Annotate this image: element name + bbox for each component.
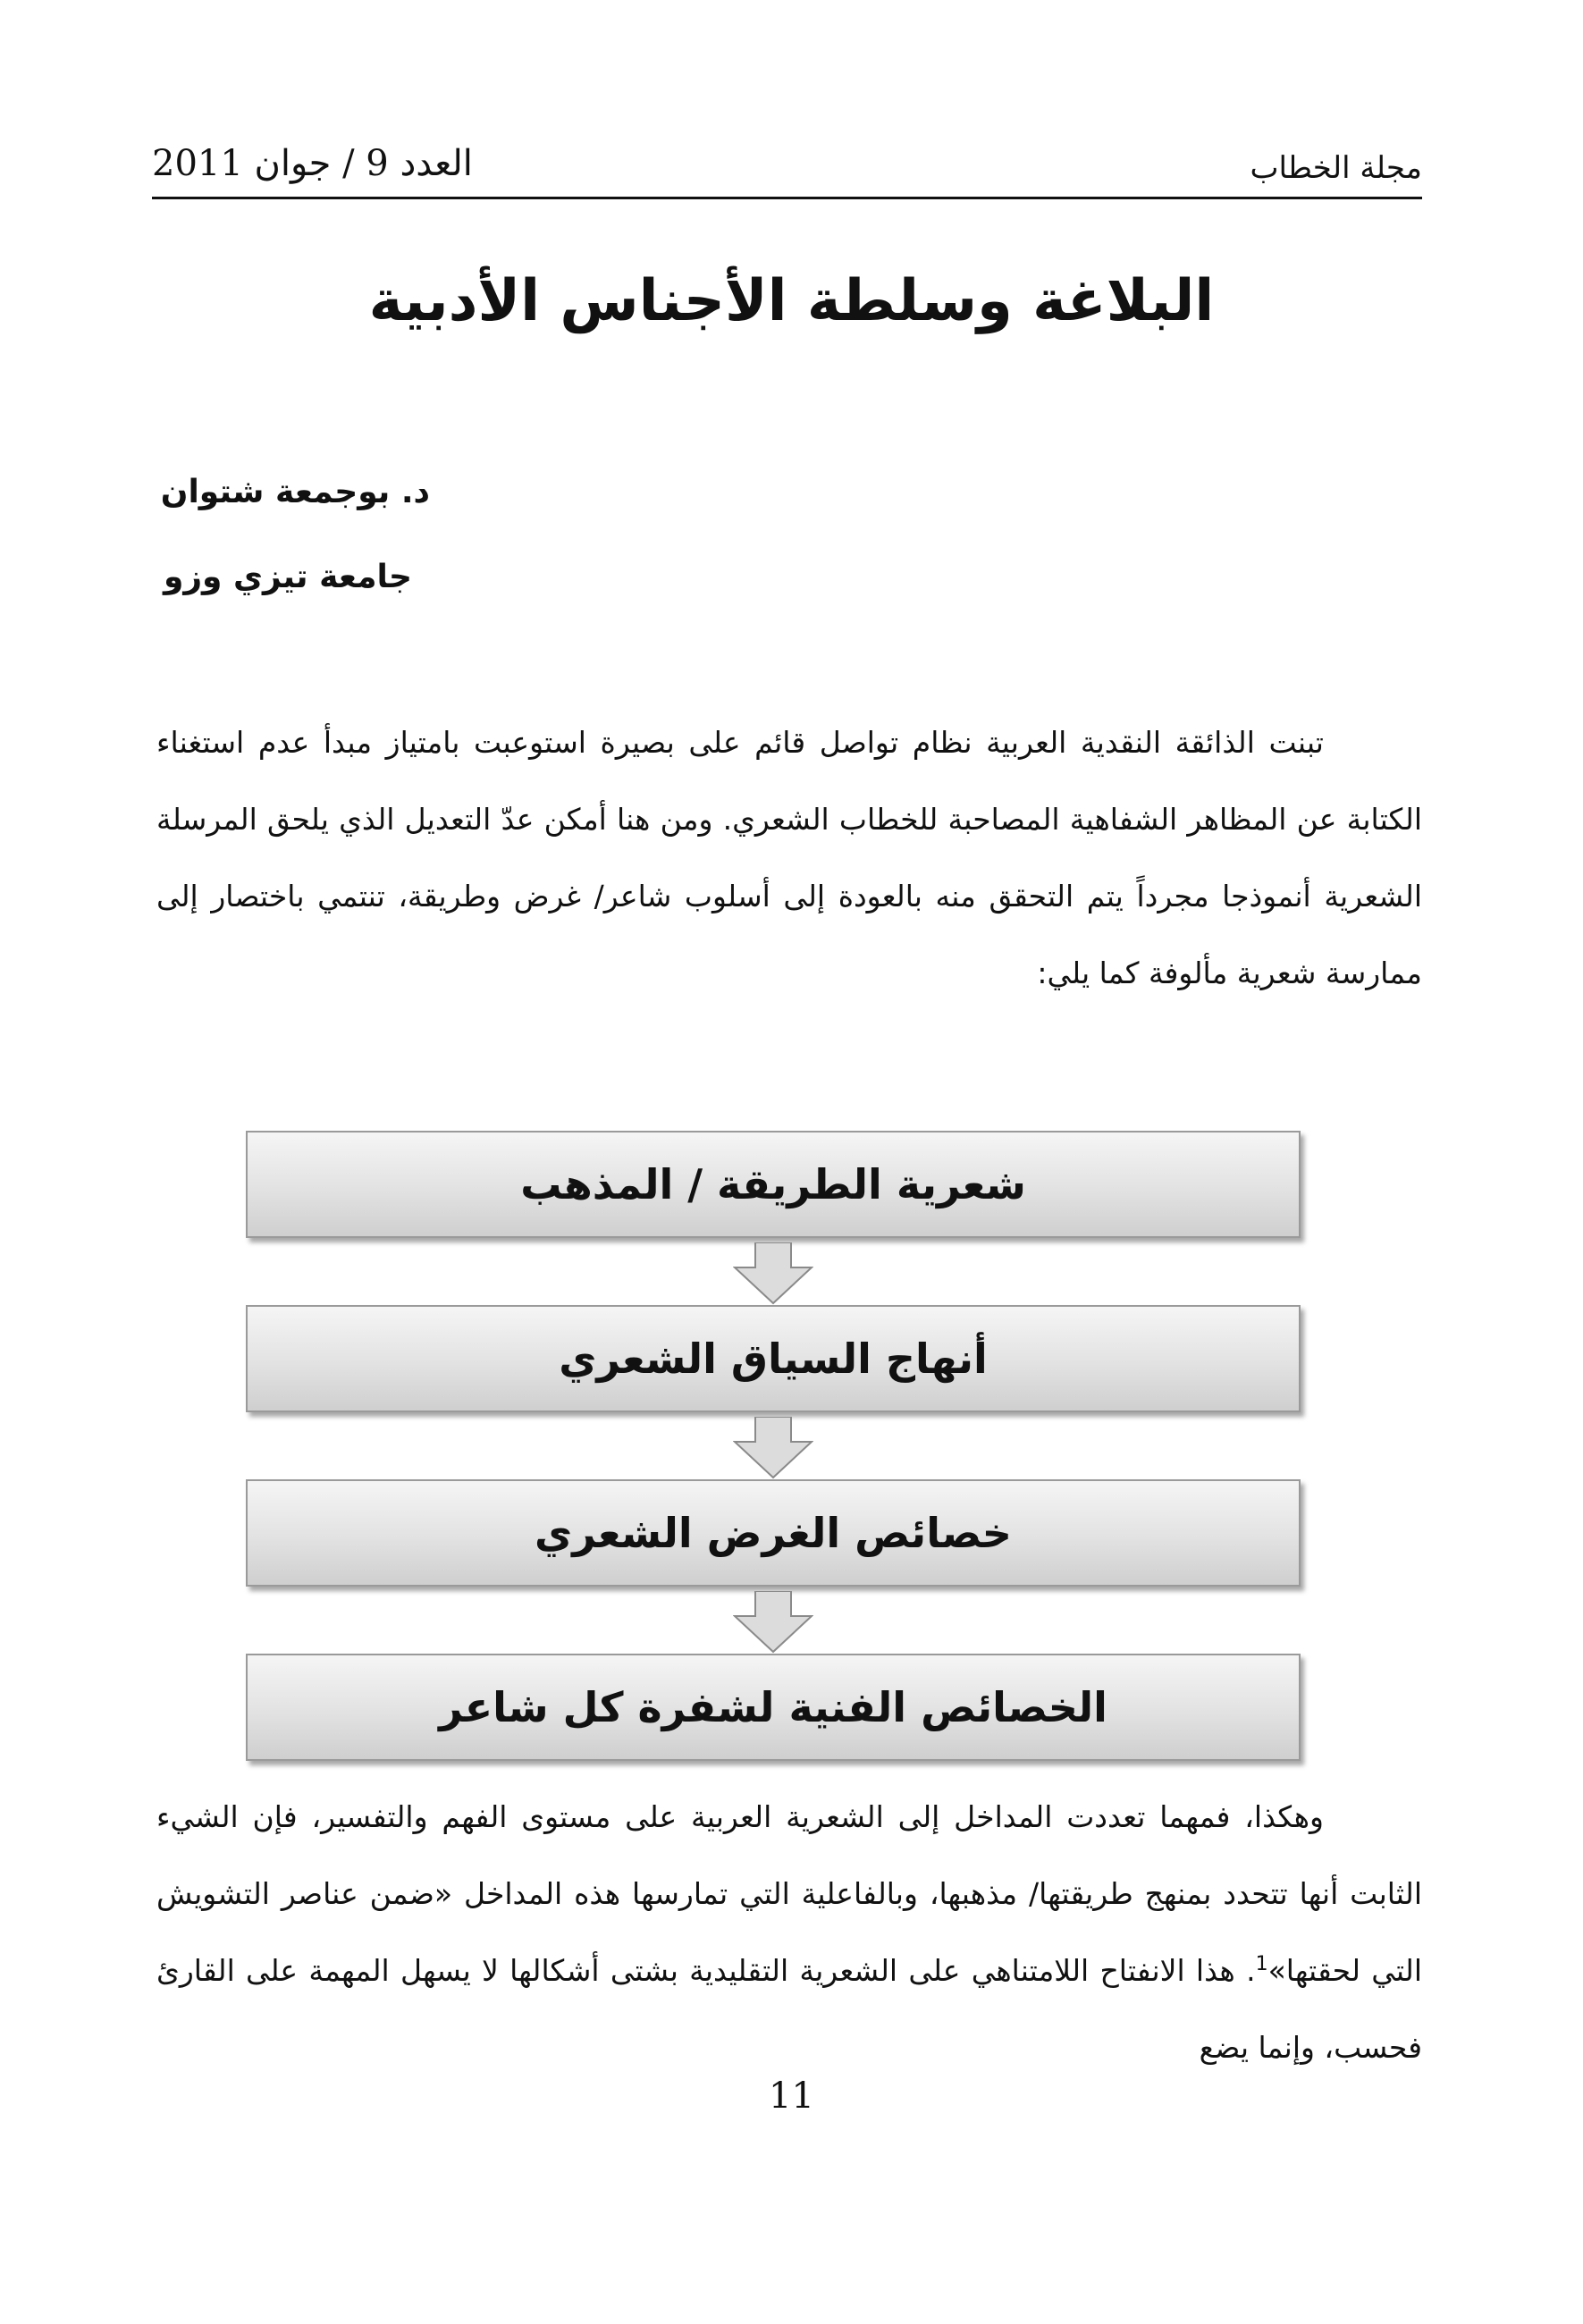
down-arrow-icon [733, 1417, 813, 1479]
journal-name: مجلة الخطاب [1250, 150, 1422, 186]
flow-step-3: خصائص الغرض الشعري [246, 1479, 1301, 1587]
page-number: 11 [769, 2076, 814, 2117]
down-arrow-icon [733, 1242, 813, 1305]
author-affiliation: جامعة تيزي وزو [163, 559, 412, 595]
intro-paragraph: تبنت الذائقة النقدية العربية نظام تواصل قائم على بصيرة استوعبت بامتياز مبدأ عدم استغناء الكتابة عن المظاهر الشفاهية المصاحبة للخطاب الشعري. ومن هنا أمكن عدّ التعديل الذي يلحق المرسلة الشعرية أنموذجا مجرداً يتم التحقق منه بالعودة إلى أسلوب شاعر/ غرض وطريقة، تنتمي باختصار إلى ممارسة شعرية مألوفة كما يلي: [156, 725, 1422, 990]
article-title: البلاغة وسلطة الأجناس الأدبية [368, 268, 1215, 334]
flow-step-4: الخصائص الفنية لشفرة كل شاعر [246, 1654, 1301, 1761]
down-arrow-icon [733, 1591, 813, 1654]
flowchart [246, 1131, 1305, 1774]
issue-info: العدد 9 / جوان 2011 [152, 143, 473, 184]
flow-step-1: شعرية الطريقة / المذهب [246, 1131, 1301, 1238]
running-header [152, 143, 1422, 199]
flow-step-2: أنهاج السياق الشعري [246, 1305, 1301, 1412]
paragraph-text: وهكذا، فمهما تعددت المداخل إلى الشعرية العربية على مستوى الفهم والتفسير، فإن الشيء الثابت أنها تتحدد بمنهج طريقتها/ مذهبها، وبالفاعلية التي تمارسها هذه المداخل «ضمن عناصر التشويش التي لحقتها» [156, 1799, 1422, 1988]
footnote-marker[interactable]: 1 [1255, 1953, 1268, 1975]
body-paragraph [156, 1779, 1422, 2086]
paragraph-text-continued: . هذا الانفتاح اللامتناهي على الشعرية التقليدية بشتى أشكالها لا يسهل المهمة على القارئ فحسب، وإنما يضع [156, 1953, 1422, 2065]
author-name: د. بوجمعة شتوان [160, 474, 430, 510]
